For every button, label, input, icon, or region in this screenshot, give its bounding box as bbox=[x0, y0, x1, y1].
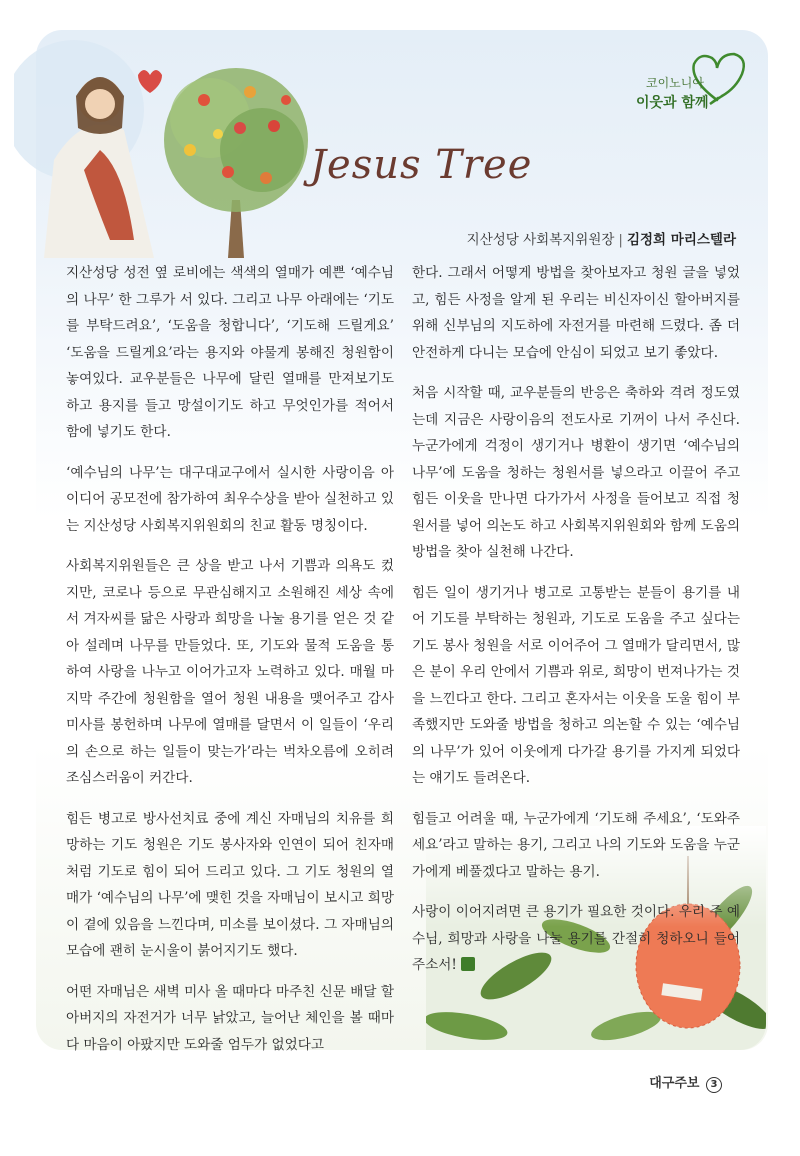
left-column bbox=[66, 260, 394, 1072]
paragraph: 한다. 그래서 어떻게 방법을 찾아보자고 청원 글을 넣었고, 힘든 사정을 알게 된 우리는 비신자이신 할아버지를 위해 신부님의 지도하에 자전거를 마련해 드렸다. 좀 더 안전하게 다니는 모습에 안심이 되었고 보기 좋았다. bbox=[412, 265, 740, 361]
end-mark-icon bbox=[461, 957, 475, 971]
publication-name: 대구주보 bbox=[649, 1076, 700, 1091]
byline bbox=[467, 228, 736, 248]
byline-author: 김정희 마리스텔라 bbox=[626, 232, 736, 248]
paragraph: 힘들고 어려울 때, 누군가에게 ‘기도해 주세요’, ‘도와주세요’라고 말하는 용기, 그리고 나의 기도와 도움을 누군가에게 베풀겠다고 말하는 용기. bbox=[412, 810, 740, 880]
paragraph: 어떤 자매님은 새벽 미사 올 때마다 마주친 신문 배달 할아버지의 자전거가 너무 낡았고, 늘어난 체인을 볼 때마다 마음이 아팠지만 도와줄 엄두가 없었다고 bbox=[66, 983, 394, 1053]
paragraph: 힘든 병고로 방사선치료 중에 계신 자매님의 치유를 희망하는 기도 청원은 기도 봉사자와 인연이 되어 친자매처럼 기도로 힘이 되어 드리고 있다. 그 기도 청원의 열매가 ‘예수님의 나무’에 맺힌 것을 자매님이 보시고 희망이 곁에 있음을 느낀다며, 미소를 보이셨다. 그 자매님의 모습에 괜히 눈시울이 붉어지기도 했다. bbox=[66, 810, 394, 959]
jesus-tree-illustration bbox=[14, 0, 314, 258]
section-badge bbox=[606, 48, 756, 128]
paragraph: 지산성당 성전 옆 로비에는 색색의 열매가 예쁜 ‘예수님의 나무’ 한 그루가 서 있다. 그리고 나무 아래에는 ‘기도를 부탁드려요’, ‘도움을 청합니다’, ‘기도해 드릴게요’ ‘도움을 드릴게요’라는 용지와 야물게 봉해진 청원함이 놓여있다. 교우분들은 나무에 달린 열매를 만져보기도 하고 용지를 들고 망설이기도 하고 무엇인가를 적어서 함에 넣기도 한다. bbox=[66, 265, 394, 440]
article-title: Jesus Tree bbox=[310, 142, 533, 188]
right-column bbox=[412, 260, 740, 993]
paragraph: 힘든 일이 생기거나 병고로 고통받는 분들이 용기를 내어 기도를 부탁하는 청원과, 기도로 도움을 주고 싶다는 기도 봉사 청원을 서로 이어주어 그 열매가 달리면서, 많은 분이 우리 안에서 기쁨과 위로, 희망이 번져나가는 것을 느낀다고 한다. 그리고 혼자서는 이웃을 도울 힘이 부족했지만 도와줄 방법을 청하고 의논할 수 있는 ‘예수님의 나무’가 있어 이웃에게 다가갈 용기를 가지게 되었다는 얘기도 들려온다. bbox=[412, 584, 740, 786]
closing-paragraph bbox=[412, 899, 740, 979]
byline-role: 지산성당 사회복지위원장 bbox=[466, 232, 615, 248]
page-footer bbox=[649, 1072, 722, 1093]
badge-label-koinonia: 코이노니아 bbox=[646, 76, 704, 90]
byline-separator: | bbox=[618, 232, 623, 248]
paragraph: ‘예수님의 나무’는 대구대교구에서 실시한 사랑이음 아이디어 공모전에 참가하여 최우수상을 받아 실천하고 있는 지산성당 사회복지위원회의 친교 활동 명칭이다. bbox=[66, 464, 394, 534]
paragraph: 사회복지위원들은 큰 상을 받고 나서 기쁨과 의욕도 컸지만, 코로나 등으로 무관심해지고 소원해진 세상 속에서 겨자씨를 닮은 사랑과 희망을 나눌 용기를 얻은 것 같아 설레며 나무를 만들었다. 또, 기도와 물적 도움을 통하여 사랑을 나누고 이어가고자 노력하고 있다. 매월 마지막 주간에 청원함을 열어 청원 내용을 맺어주고 감사미사를 봉헌하며 나무에 열매를 달면서 이 일들이 ‘우리의 손으로 하는 일들이 맞는가’라는 벅차오름에 오히려 조심스러움이 커간다. bbox=[66, 558, 394, 786]
closing-text: 사랑이 이어지려면 큰 용기가 필요한 것이다. 우리 주 예수님, 희망과 사랑을 나눌 용기를 간절히 청하오니 들어주소서! bbox=[412, 904, 740, 973]
page-number: 3 bbox=[706, 1077, 722, 1093]
badge-label-neighbors: 이웃과 함께 bbox=[636, 95, 709, 111]
paragraph: 처음 시작할 때, 교우분들의 반응은 축하와 격려 정도였는데 지금은 사랑이음의 전도사로 기꺼이 나서 주신다. 누군가에게 걱정이 생기거나 병환이 생기면 ‘예수님의 나무’에 도움을 청하는 청원서를 넣으라고 이끌어 주고 힘든 이웃을 만나면 다가가서 사정을 들어보고 직접 청원서를 넣어 의논도 하고 사회복지위원회와 함께 도움의 방법을 찾아 실천해 나간다. bbox=[412, 385, 740, 560]
